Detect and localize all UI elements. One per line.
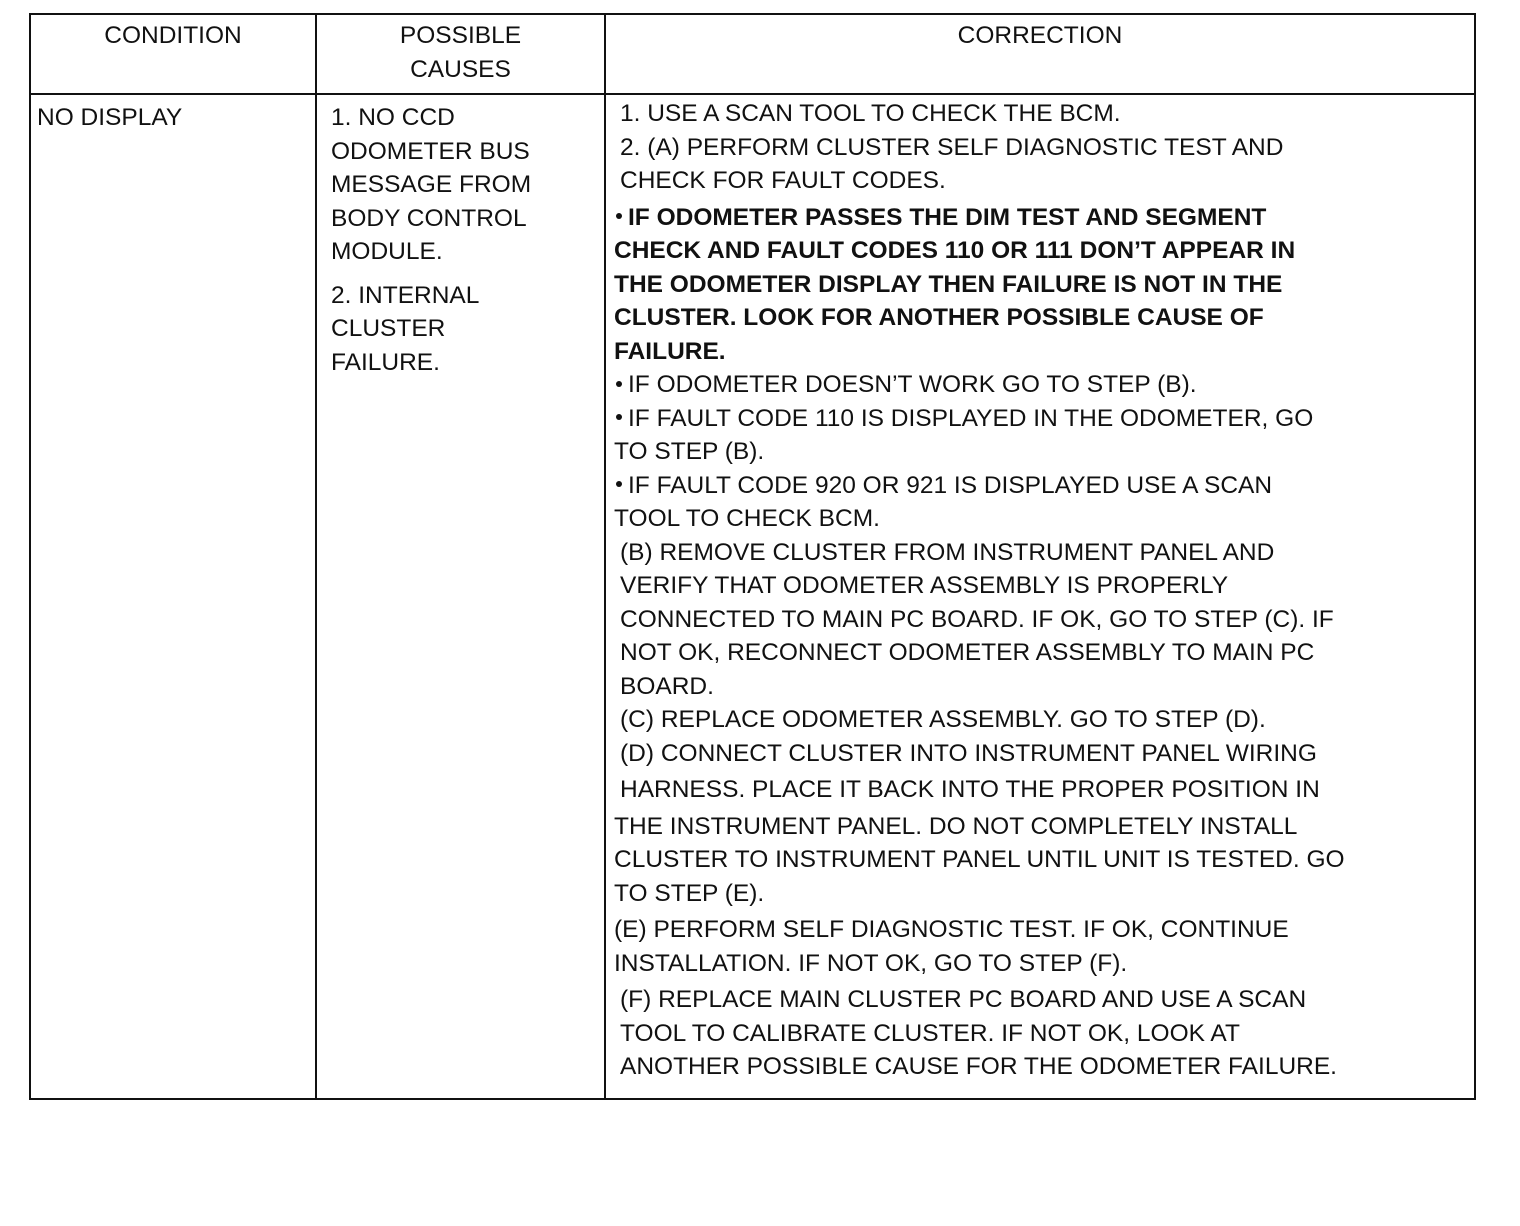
bullet-icon [616, 381, 622, 387]
correction-cell [605, 94, 1475, 1099]
correction-line: (B) REMOVE CLUSTER FROM INSTRUMENT PANEL AND [620, 538, 1275, 566]
correction-line: CHECK AND FAULT CODES 110 OR 111 DON’T APPEAR IN [614, 237, 1296, 264]
diagnostic-table [29, 13, 1476, 1100]
header-condition-label: CONDITION [104, 22, 242, 49]
correction-line: (D) CONNECT CLUSTER INTO INSTRUMENT PANEL WIRING [620, 739, 1317, 767]
cause-line: FAILURE. [331, 348, 440, 376]
correction-line: 1. USE A SCAN TOOL TO CHECK THE BCM. [620, 100, 1121, 127]
correction-line: HARNESS. PLACE IT BACK INTO THE PROPER POSITION IN [620, 776, 1320, 803]
correction-line-text: IF FAULT CODE 110 IS DISPLAYED IN THE ODOMETER, GO [628, 404, 1314, 432]
header-possible-causes [316, 14, 605, 94]
correction-line: (F) REPLACE MAIN CLUSTER PC BOARD AND USE A SCAN [620, 986, 1307, 1013]
correction-line [614, 368, 1466, 402]
header-correction [605, 14, 1475, 94]
condition-cell [30, 94, 316, 1099]
causes-cell [316, 94, 605, 1099]
correction-line: VERIFY THAT ODOMETER ASSEMBLY IS PROPERLY [620, 572, 1229, 599]
correction-line: TO STEP (B). [614, 438, 765, 465]
correction-line: THE ODOMETER DISPLAY THEN FAILURE IS NOT IN THE [614, 270, 1283, 298]
correction-line: CLUSTER TO INSTRUMENT PANEL UNTIL UNIT IS TESTED. GO [614, 846, 1345, 873]
correction-line: NOT OK, RECONNECT ODOMETER ASSEMBLY TO MAIN PC [620, 639, 1315, 666]
cause-line: 2. INTERNAL [331, 281, 480, 309]
cause-line: MODULE. [331, 238, 443, 265]
correction-line: BOARD. [620, 672, 714, 700]
bullet-icon [616, 213, 622, 219]
correction-line-text: IF ODOMETER PASSES THE DIM TEST AND SEGMENT [628, 203, 1267, 231]
correction-line: TOOL TO CALIBRATE CLUSTER. IF NOT OK, LOOK AT [620, 1019, 1240, 1047]
correction-line [614, 201, 1466, 235]
correction-line-text: IF ODOMETER DOESN’T WORK GO TO STEP (B). [628, 371, 1197, 398]
correction-line: CLUSTER. LOOK FOR ANOTHER POSSIBLE CAUSE OF [614, 304, 1264, 331]
correction-line: THE INSTRUMENT PANEL. DO NOT COMPLETELY INSTALL [614, 812, 1298, 840]
correction-line: FAILURE. [614, 337, 726, 365]
correction-line: CONNECTED TO MAIN PC BOARD. IF OK, GO TO STEP (C). IF [620, 605, 1334, 633]
correction-line: ANOTHER POSSIBLE CAUSE FOR THE ODOMETER FAILURE. [620, 1053, 1337, 1080]
header-causes-label-line2: CAUSES [410, 55, 511, 83]
correction-line: TOOL TO CHECK BCM. [614, 505, 880, 532]
correction-line-text: IF FAULT CODE 920 OR 921 IS DISPLAYED USE A SCAN [628, 471, 1273, 499]
correction-line [614, 402, 1466, 436]
header-causes-label-line1: POSSIBLE [399, 22, 522, 49]
cause-line: CLUSTER [331, 315, 446, 342]
bullet-icon [616, 414, 622, 420]
correction-line: CHECK FOR FAULT CODES. [620, 167, 946, 194]
bullet-icon [616, 481, 622, 487]
header-row [30, 14, 1475, 94]
correction-line: INSTALLATION. IF NOT OK, GO TO STEP (F). [614, 949, 1128, 977]
correction-line: (C) REPLACE ODOMETER ASSEMBLY. GO TO STEP (D). [620, 706, 1266, 733]
correction-line: TO STEP (E). [614, 879, 765, 907]
condition-text: NO DISPLAY [37, 104, 183, 131]
header-condition [30, 14, 316, 94]
table-row [30, 94, 1475, 1099]
cause-line: 1. NO CCD [331, 104, 455, 131]
cause-spacer [331, 269, 594, 279]
header-correction-label: CORRECTION [957, 22, 1123, 49]
correction-line: (E) PERFORM SELF DIAGNOSTIC TEST. IF OK, CONTINUE [614, 916, 1289, 943]
cause-line: MESSAGE FROM [331, 171, 532, 198]
correction-line [614, 469, 1466, 503]
correction-line: 2. (A) PERFORM CLUSTER SELF DIAGNOSTIC TEST AND [620, 133, 1284, 161]
cause-line: ODOMETER BUS [331, 137, 530, 165]
cause-line: BODY CONTROL [331, 204, 527, 232]
